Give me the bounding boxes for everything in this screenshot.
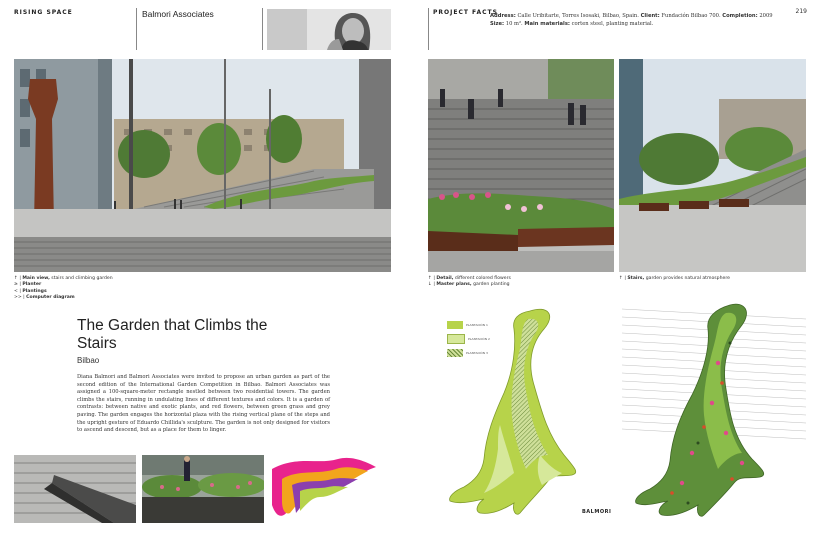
portrait-photo [267, 9, 391, 50]
header-divider [136, 8, 137, 50]
section-label: RISING SPACE [14, 9, 73, 16]
caption-line: ↑ | Stairs, garden provides natural atmosphere [619, 276, 730, 281]
balmori-logo: BALMORI [582, 509, 612, 515]
legend-item: PLANTACIÓN 2 [447, 334, 490, 344]
page-number: 219 [795, 8, 807, 15]
facts-divider [428, 8, 429, 50]
article-body: Diana Balmori and Balmori Associates were invited to propose an urban garden as part of the second edition of the International Garden Competition in Bilbao. Balmori Associates was assigned a 100-square-meter rectangle nestled between two residential towers. The garden climbs the stairs, running in undulating lines of different textures and colors. It is a garden of contrasts: between native and exotic plants, and red flowers, between green grass and grey paving. The garden engages the horizontal plaza with the rising vertical plane of the steps and the upright gesture of Eduardo Chillida's sculpture. The garden is not only designed for visitors to ascend and descend, but as a place for them to linger. [77, 374, 330, 434]
address-value: Calle Uribitarte, Torres Isosaki, Bilbao, Spain. [517, 13, 639, 19]
header-divider-2 [262, 8, 263, 50]
client-value: Fundación Bilbao 700. [661, 13, 721, 19]
planting-plan-drawing [622, 303, 806, 525]
plantings-photo [142, 455, 264, 523]
size-value: 10 m². [505, 20, 523, 27]
legend-item: PLANTACIÓN 3 [447, 349, 490, 357]
captions-left [14, 276, 214, 302]
captions-right-b [619, 276, 799, 282]
computer-diagram [268, 455, 378, 523]
planter-photo [14, 455, 136, 523]
size-label: Size: [490, 20, 505, 27]
captions-right-a [428, 276, 608, 289]
client-label: Client: [640, 13, 660, 19]
detail-photo [428, 59, 614, 272]
address-label: Address: [490, 13, 516, 19]
article-title: The Garden that Climbs the Stairs [77, 317, 268, 352]
materials-label: Main materials: [524, 20, 570, 27]
materials-value: corten steel, planting material. [571, 20, 654, 27]
completion-value: 2009 [759, 13, 773, 19]
caption-line: ≥ | Planter [14, 282, 42, 288]
firm-name: Balmori Associates [142, 9, 214, 19]
article-city: Bilbao [77, 356, 100, 365]
completion-label: Completion: [722, 13, 758, 19]
caption-line: ↑ | Main view, stairs and climbing garden [14, 276, 113, 281]
facts-label: PROJECT FACTS [433, 9, 498, 16]
caption-line: ↓ | Master plans, garden planting [428, 282, 510, 288]
master-plan-drawing [444, 305, 584, 520]
stairs-photo [619, 59, 806, 272]
caption-line: ↑ | Detail, different colored flowers [428, 276, 511, 281]
caption-line: < | Plantings [14, 288, 47, 294]
legend-item: PLANTACIÓN 1 [447, 321, 490, 329]
project-facts [490, 13, 790, 28]
main-view-photo [14, 59, 391, 272]
caption-line: >> | Computer diagram [14, 295, 75, 301]
